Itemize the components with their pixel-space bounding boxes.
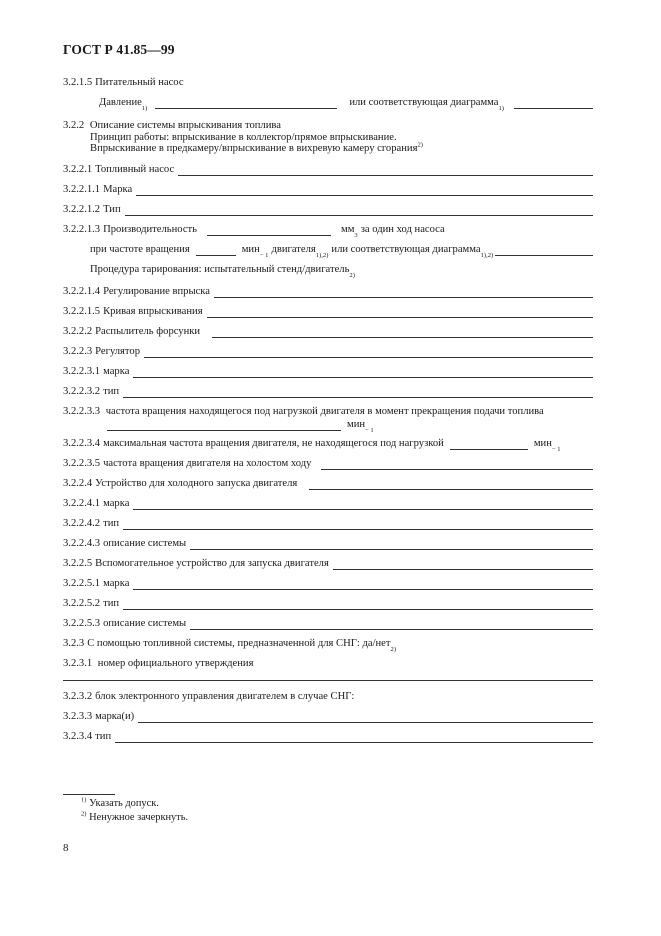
- item-label: Производительность: [103, 224, 197, 235]
- item-number: 3.2.2.1.2: [63, 204, 101, 215]
- speed-field[interactable]: [196, 246, 236, 256]
- pressure-row: Давление 1) или соответствующая диаграмма 1): [99, 96, 593, 109]
- item-number: 3.2.1.5: [63, 77, 93, 88]
- item-3-2-2-3-4: 3.2.2.3.4 максимальная частота вращения двигателя, не находящегося под нагрузкой мин − 1: [63, 438, 561, 453]
- item-field[interactable]: [123, 520, 593, 530]
- item-label: тип: [103, 386, 120, 397]
- item-3-2-2: [63, 119, 593, 155]
- item-field[interactable]: [321, 460, 593, 470]
- speed-rest: двигателя: [271, 244, 316, 255]
- injection-line: Впрыскивание в предкамеру/впрыскивание в вихревую камеру сгорания: [90, 143, 418, 154]
- item-number: 3.2.2.1.3: [63, 224, 101, 235]
- pressure-alt-label: или соответствующая диаграмма: [349, 97, 499, 108]
- item-label: номер официального утверждения: [97, 658, 254, 669]
- footnote-text: Ненужное зачеркнуть.: [89, 812, 189, 823]
- item-3-2-2-5-2: [63, 597, 593, 610]
- capacity-field[interactable]: [207, 226, 331, 236]
- item-label: блок электронного управления двигателем в случае СНГ:: [95, 691, 355, 702]
- item-number: 3.2.3: [63, 638, 85, 649]
- pressure-diagram-field[interactable]: [514, 99, 593, 109]
- item-field[interactable]: [144, 348, 593, 358]
- item-number: 3.2.2.3.4: [63, 438, 101, 449]
- item-label: частота вращения находящегося под нагрузкой двигателя в момент прекращения подачи топлива: [105, 406, 544, 417]
- item-3-2-3: 3.2.3 С помощью топливной системы, предназначенной для СНГ: да/нет 2): [63, 638, 397, 653]
- item-number: 3.2.2.5.2: [63, 598, 101, 609]
- item-field[interactable]: [123, 388, 593, 398]
- item-number: 3.2.3.2: [63, 691, 93, 702]
- item-field[interactable]: [190, 540, 593, 550]
- item-label: марка: [103, 366, 130, 377]
- item-number: 3.2.2.1: [63, 164, 93, 175]
- item-3-2-2-1-4: [63, 285, 593, 298]
- item-3-2-2-5-1: [63, 577, 593, 590]
- item-3-2-2-3: [63, 345, 593, 358]
- max-speed-field[interactable]: [450, 440, 528, 450]
- item-field[interactable]: [133, 500, 593, 510]
- item-3-2-2-4-2: [63, 517, 593, 530]
- capacity-rest: за один ход насоса: [360, 224, 445, 235]
- item-number: 3.2.3.1: [63, 658, 93, 669]
- unit: мин: [533, 438, 552, 449]
- item-label: Топливный насос: [95, 164, 175, 175]
- item-3-2-2-5: [63, 557, 593, 570]
- item-field[interactable]: [133, 368, 593, 378]
- speed-label: при частоте вращения: [90, 244, 190, 255]
- item-number: 3.2.2.3.1: [63, 366, 101, 377]
- item-number: 3.2.2.4.3: [63, 538, 101, 549]
- item-3-2-2-5-3: [63, 617, 593, 630]
- item-number: 3.2.2.2: [63, 326, 93, 337]
- item-field[interactable]: [212, 328, 593, 338]
- item-number: 3.2.3.3: [63, 711, 93, 722]
- item-number: 3.2.2.1.1: [63, 184, 101, 195]
- item-label: Распылитель форсунки: [95, 326, 201, 337]
- item-number: 3.2.3.4: [63, 731, 93, 742]
- item-label: Регулятор: [95, 346, 141, 357]
- item-3-2-2-4-3: [63, 537, 593, 550]
- footnote-mark: 2): [81, 810, 87, 818]
- item-number: 3.2.2.4: [63, 478, 93, 489]
- item-field[interactable]: [133, 580, 593, 590]
- item-label: Вспомогательное устройство для запуска двигателя: [95, 558, 329, 569]
- item-label: Марка: [103, 184, 133, 195]
- item-number: 3.2.2.1.4: [63, 286, 101, 297]
- item-3-2-2-4-1: [63, 497, 593, 510]
- item-field[interactable]: [207, 308, 593, 318]
- calibration-label: Процедура тарирования: испытательный стенд/двигатель: [90, 264, 350, 275]
- capacity-unit: мм: [341, 224, 355, 235]
- item-field[interactable]: [138, 713, 593, 723]
- footnote-text: Указать допуск.: [89, 798, 159, 809]
- item-label: тип: [103, 598, 120, 609]
- item-3-2-2-4: [63, 477, 593, 490]
- approval-number-field[interactable]: [63, 671, 593, 681]
- item-number: 3.2.2.1.5: [63, 306, 101, 317]
- item-label: описание системы: [103, 538, 187, 549]
- item-number: 3.2.2.3.3: [63, 406, 101, 417]
- item-label: марка: [103, 578, 130, 589]
- item-field[interactable]: [123, 600, 593, 610]
- item-3-2-2-1-5: [63, 305, 593, 318]
- form-content: [63, 76, 593, 750]
- item-number: 3.2.2.4.2: [63, 518, 101, 529]
- footnote-2: [81, 811, 188, 825]
- speed-diagram-field[interactable]: [495, 246, 593, 256]
- item-field[interactable]: [214, 288, 593, 298]
- item-3-2-2-3-3: 3.2.2.3.3 частота вращения находящегося под нагрузкой двигателя в момент прекращения подачи топлива мин − 1: [63, 406, 544, 434]
- item-number: 3.2.2.3: [63, 346, 93, 357]
- footnote-1: [81, 797, 188, 811]
- item-field[interactable]: [136, 186, 593, 196]
- page-number: 8: [63, 842, 69, 854]
- item-number: 3.2.2.5: [63, 558, 93, 569]
- item-3-2-2-1-3: 3.2.2.1.3 Производительность мм 3 за один ход насоса: [63, 224, 445, 239]
- footnote-mark: 2): [417, 141, 423, 149]
- item-label: описание системы: [103, 618, 187, 629]
- item-3-2-2-1: [63, 163, 593, 176]
- item-3-2-2-1-2: [63, 203, 593, 216]
- footnotes: [81, 797, 188, 825]
- item-3-2-2-3-5: [63, 457, 593, 470]
- item-label: частота вращения двигателя на холостом ходу: [103, 458, 312, 469]
- item-number: 3.2.2.5.3: [63, 618, 101, 629]
- item-label: Тип: [103, 204, 121, 215]
- speed-row: при частоте вращения мин − 1 двигателя 1),2) или соответствующая диаграмма 1),2): [90, 243, 593, 256]
- speed-unit: мин: [241, 244, 260, 255]
- speed-alt: или соответствующая диаграмма: [331, 244, 481, 255]
- item-label: Устройство для холодного запуска двигателя: [95, 478, 298, 489]
- item-field[interactable]: [125, 206, 593, 216]
- item-3-2-2-1-1: [63, 183, 593, 196]
- item-label: марка: [103, 498, 130, 509]
- item-field[interactable]: [115, 733, 593, 743]
- item-3-2-3-1: [63, 657, 593, 681]
- item-number: 3.2.2: [63, 120, 85, 131]
- item-number: 3.2.2.3.2: [63, 386, 101, 397]
- pressure-label: Давление: [99, 97, 142, 108]
- item-field[interactable]: [333, 560, 593, 570]
- footnote-mark: 1): [81, 796, 87, 804]
- item-3-2-3-2: [63, 690, 593, 703]
- calibration-row: Процедура тарирования: испытательный стенд/двигатель 2): [90, 264, 355, 279]
- item-field[interactable]: [309, 480, 593, 490]
- cutoff-speed-field[interactable]: [107, 421, 341, 431]
- principle-line: Принцип работы: впрыскивание в коллектор/прямое впрыскивание.: [90, 132, 397, 143]
- item-number: 3.2.2.4.1: [63, 498, 101, 509]
- unit: мин: [347, 419, 366, 430]
- item-label: тип: [95, 731, 112, 742]
- item-3-2-3-4: [63, 730, 593, 743]
- item-label: Питательный насос: [95, 77, 184, 88]
- item-3-2-3-3: [63, 710, 593, 723]
- item-3-2-2-2: [63, 325, 593, 338]
- footnote-separator: [63, 794, 115, 795]
- item-3-2-2-3-1: [63, 365, 593, 378]
- item-field[interactable]: [190, 620, 593, 630]
- item-label: Регулирование впрыска: [103, 286, 210, 297]
- item-label: тип: [103, 518, 120, 529]
- item-3-2-2-3-2: [63, 385, 593, 398]
- item-label: Описание системы впрыскивания топлива: [89, 120, 281, 131]
- item-3-2-1-5: [63, 76, 593, 89]
- item-label: максимальная частота вращения двигателя, не находящегося под нагрузкой: [103, 438, 444, 449]
- item-field[interactable]: [178, 166, 593, 176]
- item-label: Кривая впрыскивания: [103, 306, 203, 317]
- item-label: С помощью топливной системы, предназначенной для СНГ: да/нет: [87, 638, 391, 649]
- pressure-field[interactable]: [155, 99, 337, 109]
- item-number: 3.2.2.5.1: [63, 578, 101, 589]
- item-label: марка(и): [95, 711, 135, 722]
- page-header: ГОСТ Р 41.85—99: [63, 42, 175, 57]
- item-number: 3.2.2.3.5: [63, 458, 101, 469]
